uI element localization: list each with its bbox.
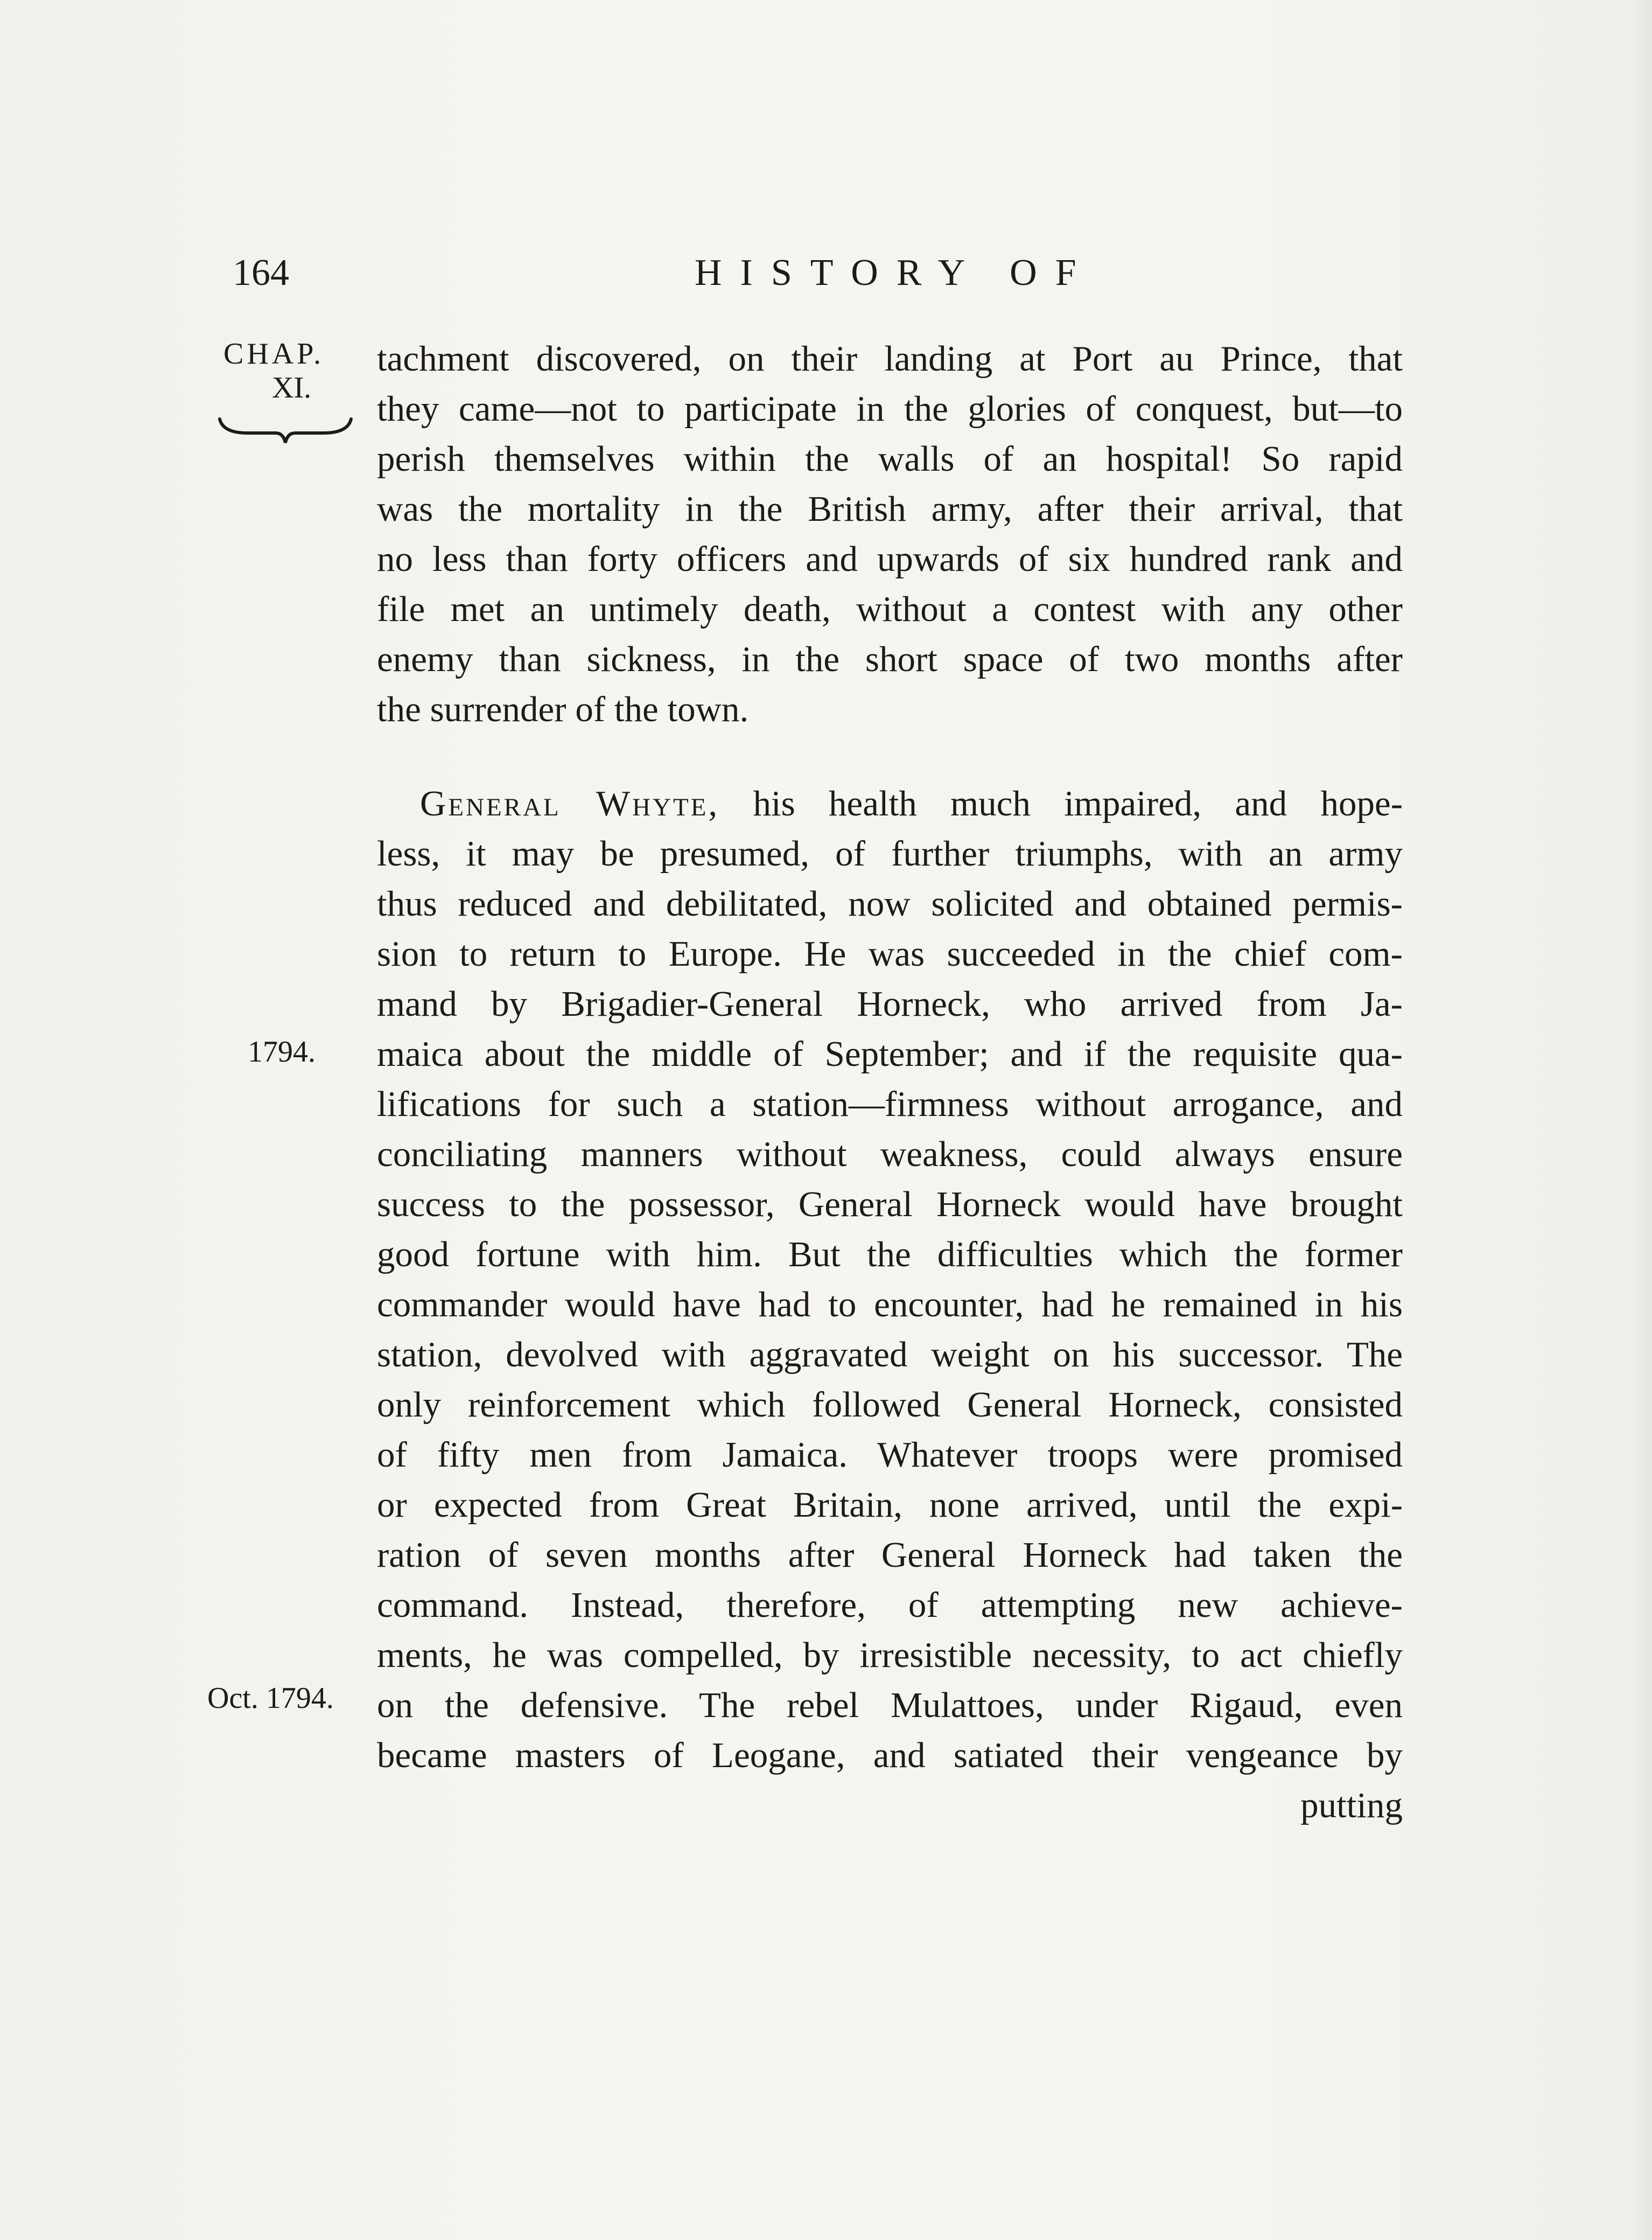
- text-line: maica about the middle of September; and if the requisite qua-: [377, 1034, 1403, 1074]
- text-line: on the defensive. The rebel Mulattoes, under Rigaud, even: [377, 1685, 1403, 1725]
- text-line: sion to return to Europe. He was succeeded in the chief com-: [377, 934, 1403, 974]
- text-line: good fortune with him. But the difficulties which the former: [377, 1234, 1403, 1274]
- text-line: success to the possessor, General Horneck would have brought: [377, 1184, 1403, 1224]
- text-line: they came—not to participate in the glories of conquest, but—to: [377, 389, 1403, 429]
- opening-line-rest: his health much impaired, and hope-: [719, 784, 1403, 824]
- text-line: perish themselves within the walls of an hospital! So rapid: [377, 439, 1403, 479]
- margin-note-year: 1794.: [248, 1035, 316, 1069]
- text-line: was the mortality in the British army, after their arrival, that: [377, 489, 1403, 529]
- text-line: of fifty men from Jamaica. Whatever troops were promised: [377, 1435, 1403, 1475]
- text-line: lifications for such a station—firmness without arrogance, and: [377, 1084, 1403, 1124]
- margin-note-month: Oct. 1794.: [207, 1681, 334, 1715]
- catchword: putting: [1300, 1785, 1403, 1825]
- text-line: the surrender of the town.: [377, 689, 749, 729]
- page-edge-shadow: [1630, 0, 1652, 2240]
- text-line: station, devolved with aggravated weight on his successor. The: [377, 1335, 1403, 1374]
- chapter-number: XI.: [272, 371, 312, 404]
- paragraph-opening-line: [420, 779, 1403, 829]
- text-line: file met an untimely death, without a contest with any other: [377, 589, 1403, 629]
- lead-small-caps: General Whyte,: [420, 784, 720, 824]
- text-line: ration of seven months after General Horneck had taken the: [377, 1535, 1403, 1575]
- text-line: or expected from Great Britain, none arrived, until the expi-: [377, 1485, 1403, 1525]
- text-line: command. Instead, therefore, of attempting new achieve-: [377, 1585, 1403, 1625]
- text-line: no less than forty officers and upwards of six hundred rank and: [377, 539, 1403, 579]
- text-line: commander would have had to encounter, had he remained in his: [377, 1285, 1403, 1324]
- text-line: became masters of Leogane, and satiated their vengeance by: [377, 1735, 1403, 1775]
- text-line: thus reduced and debilitated, now solicited and obtained permis-: [377, 884, 1403, 924]
- text-line: tachment discovered, on their landing at Port au Prince, that: [377, 339, 1403, 379]
- text-line: enemy than sickness, in the short space of two months after: [377, 639, 1403, 679]
- text-line: only reinforcement which followed General Horneck, consisted: [377, 1385, 1403, 1425]
- text-line: less, it may be presumed, of further triumphs, with an army: [377, 834, 1403, 874]
- chapter-label: CHAP.: [223, 337, 325, 371]
- text-line: ments, he was compelled, by irresistible necessity, to act chiefly: [377, 1635, 1403, 1675]
- page-number: 164: [233, 252, 289, 294]
- running-head: HISTORY OF: [695, 252, 1095, 294]
- text-line: mand by Brigadier-General Horneck, who arrived from Ja-: [377, 984, 1403, 1024]
- chapter-brace-ornament: [215, 415, 355, 447]
- text-line: conciliating manners without weakness, could always ensure: [377, 1134, 1403, 1174]
